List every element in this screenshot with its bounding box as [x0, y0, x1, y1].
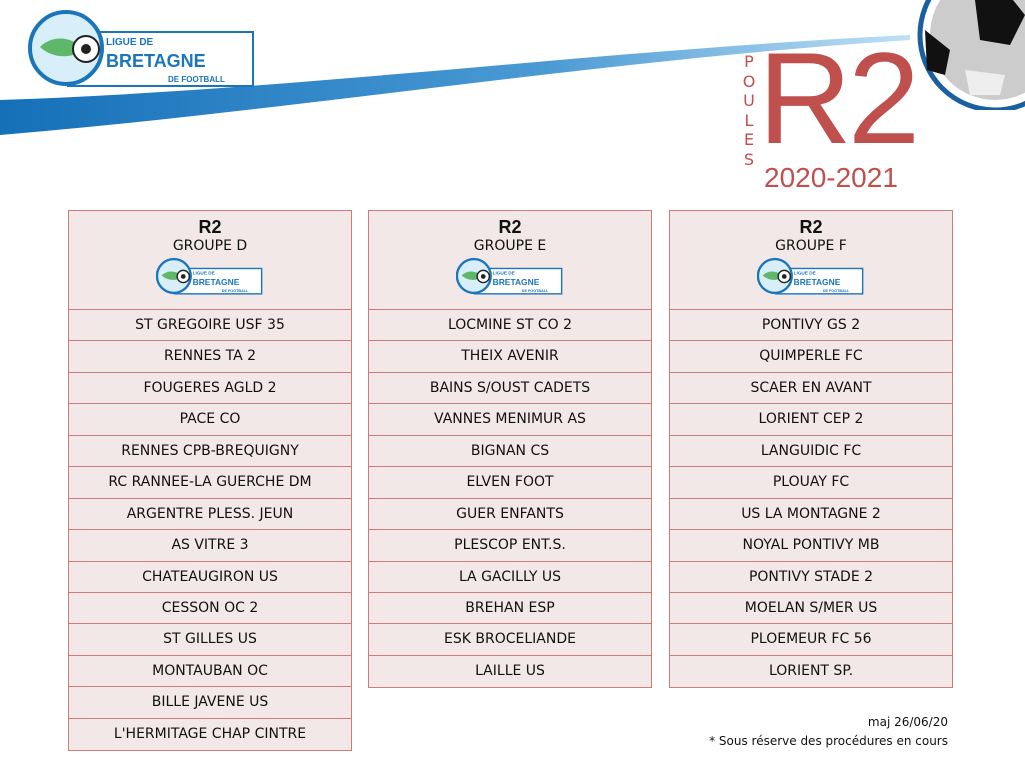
team-row: SCAER EN AVANT [670, 373, 952, 404]
group-name: GROUPE D [172, 238, 248, 254]
team-row: LORIENT SP. [670, 656, 952, 687]
team-row: ESK BROCELIANDE [369, 624, 651, 655]
footnote: * Sous réserve des procédures en cours [709, 734, 948, 748]
group-table [368, 210, 652, 688]
svg-text:DE FOOTBALL: DE FOOTBALL [168, 75, 225, 84]
team-row: PLOEMEUR FC 56 [670, 624, 952, 655]
svg-text:DE FOOTBALL: DE FOOTBALL [221, 288, 249, 293]
svg-text:LIGUE DE: LIGUE DE [192, 270, 215, 276]
team-row: BAINS S/OUST CADETS [369, 373, 651, 404]
group-table [669, 210, 953, 688]
team-row: PONTIVY GS 2 [670, 310, 952, 341]
team-row: LOCMINE ST CO 2 [369, 310, 651, 341]
league-logo-small [757, 257, 865, 295]
league-logo [28, 8, 258, 88]
svg-text:LIGUE DE: LIGUE DE [492, 270, 515, 276]
team-row: MONTAUBAN OC [69, 656, 351, 687]
football-icon [905, 0, 1025, 110]
group-table [68, 210, 352, 751]
svg-text:BRETAGNE: BRETAGNE [192, 276, 240, 287]
group-header [369, 211, 651, 310]
group-level: R2 [498, 217, 522, 237]
team-row: BREHAN ESP [369, 593, 651, 624]
team-row: BIGNAN CS [369, 436, 651, 467]
team-row: MOELAN S/MER US [670, 593, 952, 624]
team-row: RENNES CPB-BREQUIGNY [69, 436, 351, 467]
team-row: ARGENTRE PLESS. JEUN [69, 499, 351, 530]
team-row: PLESCOP ENT.S. [369, 530, 651, 561]
team-row: FOUGERES AGLD 2 [69, 373, 351, 404]
team-row: NOYAL PONTIVY MB [670, 530, 952, 561]
team-row: AS VITRE 3 [69, 530, 351, 561]
group-level: R2 [198, 217, 222, 237]
team-row: PLOUAY FC [670, 467, 952, 498]
team-row: RC RANNEE-LA GUERCHE DM [69, 467, 351, 498]
svg-text:BRETAGNE: BRETAGNE [106, 51, 206, 71]
team-row: ST GILLES US [69, 624, 351, 655]
team-row: LANGUIDIC FC [670, 436, 952, 467]
svg-text:DE FOOTBALL: DE FOOTBALL [822, 288, 850, 293]
poules-vertical-label: P O U L E S [742, 52, 756, 169]
team-row: LAILLE US [369, 656, 651, 687]
svg-text:LIGUE DE: LIGUE DE [793, 270, 816, 276]
season-label: 2020-2021 [764, 162, 898, 193]
team-row: QUIMPERLE FC [670, 341, 952, 372]
update-date: maj 26/06/20 [867, 715, 948, 729]
team-row: US LA MONTAGNE 2 [670, 499, 952, 530]
team-row: ST GREGOIRE USF 35 [69, 310, 351, 341]
team-row: CESSON OC 2 [69, 593, 351, 624]
team-row: VANNES MENIMUR AS [369, 404, 651, 435]
svg-text:DE FOOTBALL: DE FOOTBALL [521, 288, 549, 293]
svg-text:BRETAGNE: BRETAGNE [793, 276, 841, 287]
team-row: BILLE JAVENE US [69, 687, 351, 718]
team-row: GUER ENFANTS [369, 499, 651, 530]
team-row: RENNES TA 2 [69, 341, 351, 372]
league-logo-small [456, 257, 564, 295]
svg-text:BRETAGNE: BRETAGNE [492, 276, 540, 287]
svg-text:LIGUE DE: LIGUE DE [106, 37, 154, 48]
team-row: LA GACILLY US [369, 562, 651, 593]
division-title: R2 [758, 25, 917, 171]
team-row: PONTIVY STADE 2 [670, 562, 952, 593]
team-row: LORIENT CEP 2 [670, 404, 952, 435]
team-row: L'HERMITAGE CHAP CINTRE [69, 719, 351, 750]
group-header [670, 211, 952, 310]
team-row: CHATEAUGIRON US [69, 562, 351, 593]
group-name: GROUPE F [775, 238, 847, 254]
team-row: PACE CO [69, 404, 351, 435]
team-row: ELVEN FOOT [369, 467, 651, 498]
team-row: THEIX AVENIR [369, 341, 651, 372]
group-header [69, 211, 351, 310]
group-level: R2 [799, 217, 823, 237]
group-name: GROUPE E [473, 238, 547, 254]
league-logo-small [156, 257, 264, 295]
